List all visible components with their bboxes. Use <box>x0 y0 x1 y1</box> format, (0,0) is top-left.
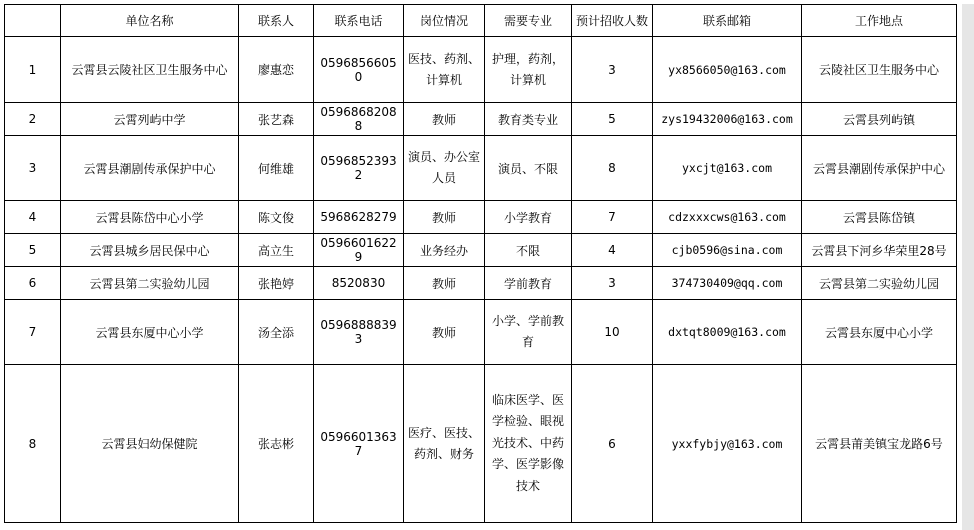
unit-name: 云霄县潮剧传承保护中心 <box>61 136 239 201</box>
header-row <box>5 5 957 37</box>
work-location: 云霄县第二实验幼儿园 <box>802 267 957 300</box>
header-position: 岗位情况 <box>404 5 485 37</box>
position-info: 业务经办 <box>404 234 485 267</box>
table-row <box>5 300 957 365</box>
required-major: 不限 <box>485 234 572 267</box>
required-major: 演员、不限 <box>485 136 572 201</box>
row-index: 1 <box>5 37 61 103</box>
header-count: 预计招收人数 <box>572 5 653 37</box>
table-row <box>5 234 957 267</box>
contact-name: 何维雄 <box>239 136 314 201</box>
row-index: 2 <box>5 103 61 136</box>
contact-email: yxxfybjy@163.com <box>653 365 802 523</box>
position-info: 医技、药剂、计算机 <box>404 37 485 103</box>
row-index: 3 <box>5 136 61 201</box>
hire-count: 3 <box>572 267 653 300</box>
contact-email: yxcjt@163.com <box>653 136 802 201</box>
hire-count: 8 <box>572 136 653 201</box>
table-row <box>5 37 957 103</box>
required-major: 学前教育 <box>485 267 572 300</box>
work-location: 云霄县下河乡华荣里28号 <box>802 234 957 267</box>
contact-phone: 05968523932 <box>314 136 404 201</box>
contact-phone: 05968682088 <box>314 103 404 136</box>
work-location: 云霄县列屿镇 <box>802 103 957 136</box>
contact-name: 汤全添 <box>239 300 314 365</box>
position-info: 教师 <box>404 103 485 136</box>
contact-email: cdzxxxcws@163.com <box>653 201 802 234</box>
hire-count: 6 <box>572 365 653 523</box>
header-unit-name: 单位名称 <box>61 5 239 37</box>
work-location: 云陵社区卫生服务中心 <box>802 37 957 103</box>
contact-phone: 05968566050 <box>314 37 404 103</box>
header-location: 工作地点 <box>802 5 957 37</box>
contact-phone: 05966016229 <box>314 234 404 267</box>
row-index: 7 <box>5 300 61 365</box>
position-info: 教师 <box>404 267 485 300</box>
header-email: 联系邮箱 <box>653 5 802 37</box>
unit-name: 云霄县妇幼保健院 <box>61 365 239 523</box>
contact-name: 陈文俊 <box>239 201 314 234</box>
contact-email: dxtqt8009@163.com <box>653 300 802 365</box>
header-phone: 联系电话 <box>314 5 404 37</box>
unit-name: 云霄县东厦中心小学 <box>61 300 239 365</box>
table-row <box>5 136 957 201</box>
sheet-edge-shading <box>962 4 974 530</box>
work-location: 云霄县莆美镇宝龙路6号 <box>802 365 957 523</box>
unit-name: 云霄列屿中学 <box>61 103 239 136</box>
required-major: 教育类专业 <box>485 103 572 136</box>
table-row <box>5 201 957 234</box>
unit-name: 云霄县云陵社区卫生服务中心 <box>61 37 239 103</box>
hire-count: 7 <box>572 201 653 234</box>
contact-email: 374730409@qq.com <box>653 267 802 300</box>
contact-name: 廖惠恋 <box>239 37 314 103</box>
position-info: 教师 <box>404 201 485 234</box>
hire-count: 5 <box>572 103 653 136</box>
unit-name: 云霄县城乡居民保中心 <box>61 234 239 267</box>
row-index: 8 <box>5 365 61 523</box>
contact-email: zys19432006@163.com <box>653 103 802 136</box>
required-major: 小学教育 <box>485 201 572 234</box>
contact-name: 张志彬 <box>239 365 314 523</box>
contact-email: cjb0596@sina.com <box>653 234 802 267</box>
required-major: 临床医学、医学检验、眼视光技术、中药学、医学影像技术 <box>485 365 572 523</box>
row-index: 5 <box>5 234 61 267</box>
table-row <box>5 103 957 136</box>
contact-name: 张艳婷 <box>239 267 314 300</box>
row-index: 4 <box>5 201 61 234</box>
contact-name: 高立生 <box>239 234 314 267</box>
work-location: 云霄县东厦中心小学 <box>802 300 957 365</box>
contact-phone: 5968628279 <box>314 201 404 234</box>
contact-phone: 05968888393 <box>314 300 404 365</box>
unit-name: 云霄县第二实验幼儿园 <box>61 267 239 300</box>
contact-name: 张艺森 <box>239 103 314 136</box>
required-major: 小学、学前教育 <box>485 300 572 365</box>
hire-count: 10 <box>572 300 653 365</box>
header-index <box>5 5 61 37</box>
required-major: 护理，药剂，计算机 <box>485 37 572 103</box>
position-info: 演员、办公室人员 <box>404 136 485 201</box>
row-index: 6 <box>5 267 61 300</box>
hire-count: 3 <box>572 37 653 103</box>
table-row <box>5 267 957 300</box>
contact-phone: 8520830 <box>314 267 404 300</box>
contact-email: yx8566050@163.com <box>653 37 802 103</box>
contact-phone: 05966013637 <box>314 365 404 523</box>
recruitment-table <box>4 4 957 523</box>
unit-name: 云霄县陈岱中心小学 <box>61 201 239 234</box>
position-info: 教师 <box>404 300 485 365</box>
header-contact: 联系人 <box>239 5 314 37</box>
work-location: 云霄县潮剧传承保护中心 <box>802 136 957 201</box>
position-info: 医疗、医技、药剂、财务 <box>404 365 485 523</box>
table-row <box>5 365 957 523</box>
hire-count: 4 <box>572 234 653 267</box>
work-location: 云霄县陈岱镇 <box>802 201 957 234</box>
header-major: 需要专业 <box>485 5 572 37</box>
